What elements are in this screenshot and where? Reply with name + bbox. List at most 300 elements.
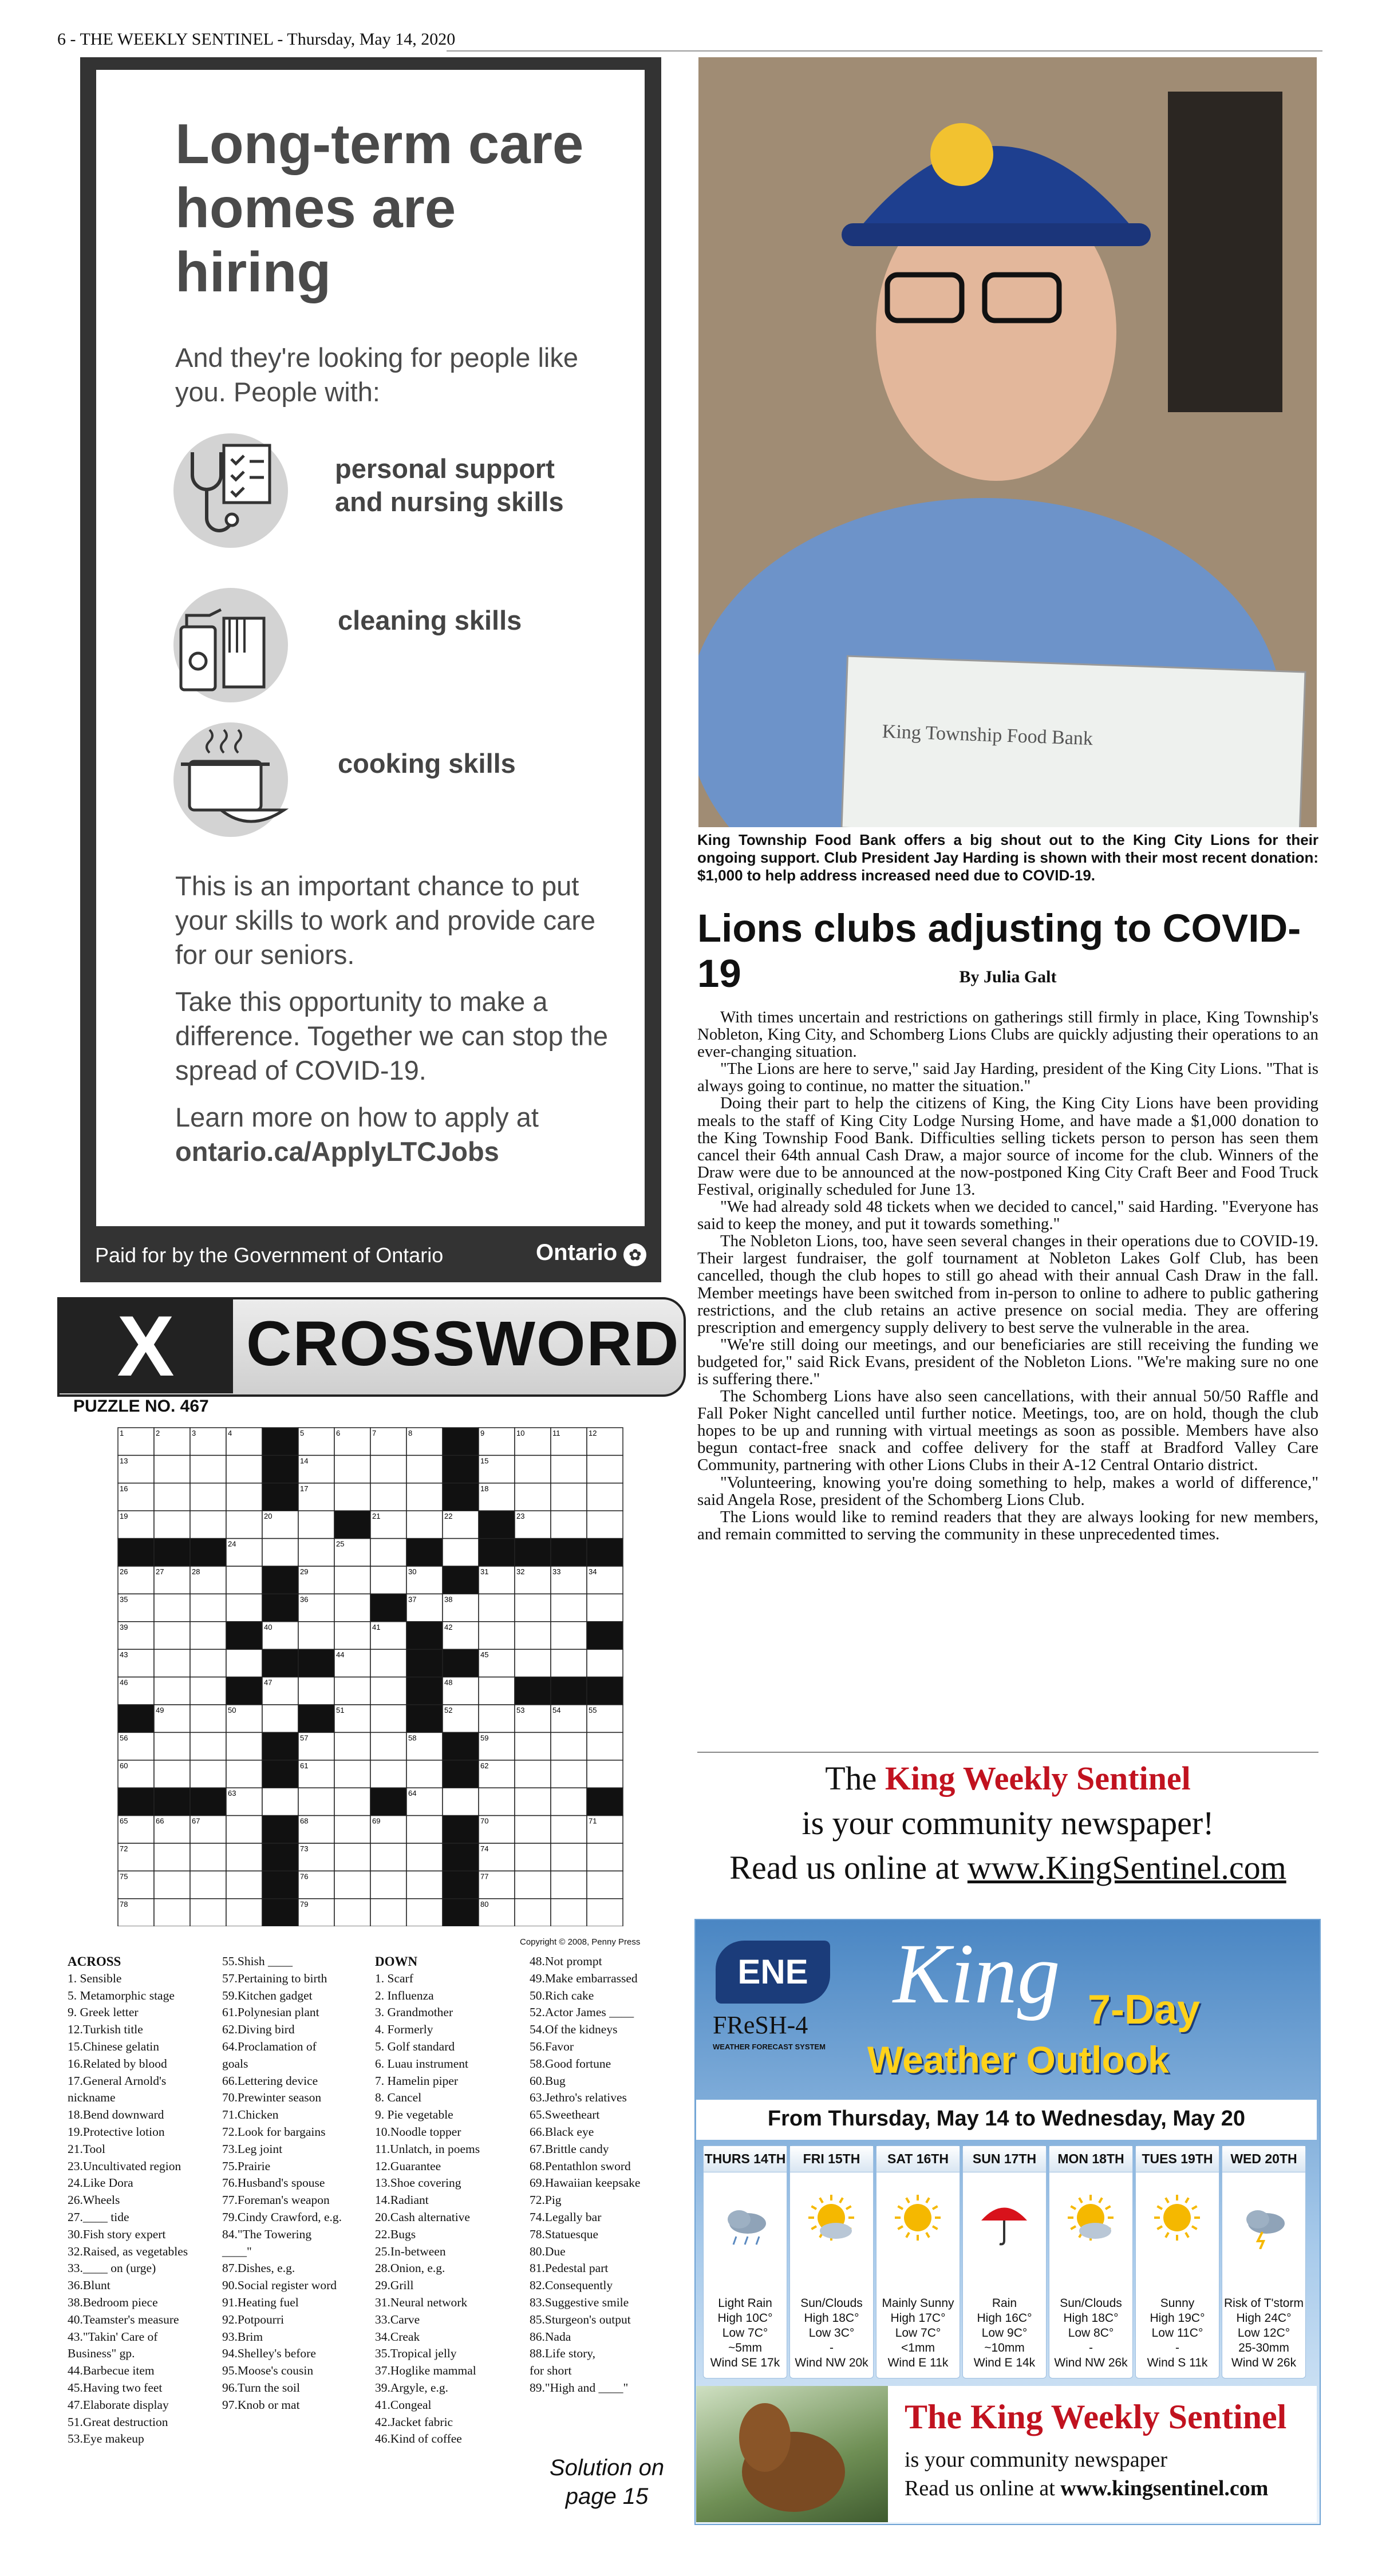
- clue-item: 37.Hoglike mammal: [375, 2364, 476, 2378]
- rain-cloud-icon: [716, 2192, 773, 2249]
- weather-low: Low 9C°: [981, 2326, 1028, 2340]
- grid-block: [406, 1539, 443, 1566]
- grid-number: 15: [480, 1456, 489, 1465]
- grid-cell[interactable]: [406, 1511, 443, 1538]
- grid-block: [262, 1566, 298, 1594]
- grid-number: 71: [589, 1816, 597, 1826]
- clue-item: 33.Carve: [375, 2312, 420, 2326]
- weather-precip: <1mm: [901, 2341, 935, 2354]
- grid-number: 35: [120, 1595, 128, 1604]
- weather-high: High 18C°: [804, 2312, 859, 2325]
- weather-day-label: THURS 14TH: [704, 2146, 787, 2172]
- grid-cell[interactable]: [587, 1871, 623, 1898]
- grid-number: 48: [444, 1678, 453, 1687]
- grid-block: [406, 1622, 443, 1649]
- grid-number: 7: [372, 1429, 377, 1437]
- grid-block: [262, 1428, 298, 1455]
- grid-cell[interactable]: [406, 1816, 443, 1843]
- weather-low: Low 3C°: [808, 2326, 855, 2340]
- clue-item: 51.Great destruction: [68, 2415, 168, 2429]
- grid-block: [262, 1816, 298, 1843]
- sun-cloud-icon: [803, 2192, 860, 2249]
- clue-item: 59.Kitchen gadget: [222, 1988, 313, 2002]
- weather-high: High 19C°: [1150, 2312, 1205, 2325]
- grid-cell[interactable]: [370, 1649, 406, 1677]
- grid-cell[interactable]: [334, 1732, 370, 1760]
- weather-day-card: [1135, 2146, 1219, 2379]
- clue-item: goals: [222, 2056, 248, 2071]
- clue-item: 16.Related by blood: [68, 2056, 167, 2071]
- grid-cell[interactable]: [370, 1483, 406, 1511]
- grid-cell[interactable]: [226, 1732, 262, 1760]
- weather-wind: Wind NW 20k: [795, 2356, 868, 2369]
- weather-high: High 18C°: [1063, 2312, 1119, 2325]
- weather-day-label: SUN 17TH: [963, 2146, 1046, 2172]
- grid-cell[interactable]: [551, 1788, 587, 1815]
- grid-cell[interactable]: [587, 1732, 623, 1760]
- grid-cell[interactable]: [551, 1511, 587, 1538]
- article-body: [697, 1009, 1318, 1543]
- weather-brand-sub: WEATHER FORECAST SYSTEM: [713, 2042, 826, 2051]
- grid-cell[interactable]: [515, 1899, 551, 1926]
- grid-cell[interactable]: [226, 1843, 262, 1871]
- grid-cell[interactable]: [515, 1816, 551, 1843]
- clue-item: 40.Teamster's measure: [68, 2312, 179, 2326]
- clue-item: 80.Due: [530, 2244, 566, 2258]
- grid-cell[interactable]: [334, 1622, 370, 1649]
- grid-number: 17: [300, 1484, 309, 1493]
- storm-cloud-icon: [1235, 2192, 1292, 2249]
- grid-cell[interactable]: [479, 1622, 515, 1649]
- grid-cell[interactable]: [370, 1732, 406, 1760]
- clue-item: 53.Eye makeup: [68, 2432, 144, 2446]
- grid-cell[interactable]: [406, 1843, 443, 1871]
- weather-precip: -: [830, 2341, 834, 2354]
- grid-cell[interactable]: [226, 1566, 262, 1594]
- grid-number: 79: [300, 1899, 309, 1909]
- weather-day-card: [703, 2146, 787, 2379]
- grid-cell[interactable]: [262, 1539, 298, 1566]
- grid-cell[interactable]: [226, 1760, 262, 1788]
- promo-name: King Weekly Sentinel: [885, 1760, 1191, 1797]
- grid-cell[interactable]: [370, 1899, 406, 1926]
- clue-item: 42.Jacket fabric: [375, 2415, 453, 2429]
- grid-number: 10: [516, 1429, 525, 1437]
- footer-line2: Read us online at www.kingsentinel.com: [905, 2476, 1269, 2500]
- clue-item: 88.Life story,: [530, 2346, 596, 2361]
- grid-cell[interactable]: [190, 1455, 226, 1483]
- grid-block: [298, 1705, 334, 1732]
- sun-icon: [1148, 2192, 1206, 2249]
- grid-cell[interactable]: [370, 1705, 406, 1732]
- weather-cond: Mainly Sunny: [882, 2297, 954, 2310]
- grid-number: 43: [120, 1650, 128, 1660]
- grid-cell[interactable]: [587, 1594, 623, 1621]
- weather-day-card: [789, 2146, 874, 2379]
- skill-nursing: personal support and nursing skills: [335, 453, 564, 517]
- clue-item: 10.Noodle topper: [375, 2124, 461, 2139]
- grid-cell[interactable]: [334, 1788, 370, 1815]
- clue-item: 60.Bug: [530, 2073, 566, 2088]
- grid-cell[interactable]: [334, 1816, 370, 1843]
- article-byline: By Julia Galt: [959, 967, 1057, 986]
- weather-title-outlook: Weather Outlook: [867, 2038, 1169, 2081]
- clue-item: 45.Having two feet: [68, 2380, 163, 2395]
- grid-cell[interactable]: [443, 1539, 479, 1566]
- grid-number: 32: [516, 1567, 525, 1576]
- article-paragraph: The Nobleton Lions, too, have seen several changes in their operations due to COVID-19. Their largest fundraiser, the golf tournament at Nobleton Lakes Golf Club, has been cancelled, though the club hopes to still go ahead with their annual Cash Draw in the fall. Member meetings have been switched from in-person to online to adhere to public gathering restrictions, and the club retains an active presence on social media. They are offering prescription and emergency supply delivery to best serve the vulnerable in the area.: [697, 1232, 1318, 1337]
- grid-cell[interactable]: [370, 1566, 406, 1594]
- grid-block: [443, 1760, 479, 1788]
- clue-item: 39.Argyle, e.g.: [375, 2380, 448, 2395]
- grid-cell[interactable]: [515, 1843, 551, 1871]
- clue-item: 9. Pie vegetable: [375, 2108, 453, 2122]
- ad-paragraph-2: Take this opportunity to make a difference. Together we can stop the spread of COVID-19.: [175, 986, 608, 1085]
- running-head: 6 - THE WEEKLY SENTINEL - Thursday, May 14, 2020: [57, 30, 456, 49]
- weather-day-card: [1222, 2146, 1306, 2379]
- grid-number: 18: [480, 1484, 489, 1493]
- grid-cell[interactable]: [587, 1511, 623, 1538]
- clue-item: 55.Shish ____: [222, 1954, 293, 1968]
- weather-precip: 25-30mm: [1238, 2341, 1289, 2354]
- grid-number: 53: [516, 1706, 525, 1714]
- grid-cell[interactable]: [190, 1732, 226, 1760]
- grid-cell[interactable]: [190, 1511, 226, 1538]
- grid-number: 78: [120, 1899, 128, 1909]
- grid-cell[interactable]: [154, 1455, 190, 1483]
- weather-precip: -: [1175, 2341, 1179, 2354]
- grid-number: 69: [372, 1816, 381, 1826]
- grid-cell[interactable]: [190, 1871, 226, 1898]
- grid-cell[interactable]: [334, 1760, 370, 1788]
- weather-low: Low 7C°: [722, 2326, 768, 2340]
- grid-cell[interactable]: [190, 1622, 226, 1649]
- grid-cell[interactable]: [443, 1788, 479, 1815]
- clue-item: 33.____ on (urge): [68, 2261, 156, 2275]
- grid-cell[interactable]: [334, 1483, 370, 1511]
- grid-cell[interactable]: [479, 1788, 515, 1815]
- grid-cell[interactable]: [334, 1455, 370, 1483]
- clue-item: 6. Luau instrument: [375, 2056, 469, 2071]
- grid-cell[interactable]: [479, 1677, 515, 1705]
- grid-cell[interactable]: [298, 1511, 334, 1538]
- grid-cell[interactable]: [515, 1760, 551, 1788]
- grid-cell[interactable]: [479, 1705, 515, 1732]
- grid-cell[interactable]: [154, 1760, 190, 1788]
- weather-day-label: WED 20TH: [1222, 2146, 1305, 2172]
- footer-line1: is your community newspaper: [905, 2448, 1168, 2472]
- clue-item: 90.Social register word: [222, 2278, 337, 2293]
- footer-url-link[interactable]: www.kingsentinel.com: [1060, 2476, 1269, 2500]
- grid-cell[interactable]: [190, 1594, 226, 1621]
- grid-block: [262, 1455, 298, 1483]
- grid-number: 28: [192, 1567, 200, 1576]
- grid-number: 14: [300, 1456, 309, 1465]
- grid-number: 25: [336, 1539, 345, 1548]
- grid-cell[interactable]: [334, 1677, 370, 1705]
- grid-cell[interactable]: [226, 1649, 262, 1677]
- grid-number: 4: [228, 1429, 232, 1437]
- grid-number: 22: [444, 1512, 453, 1521]
- grid-cell[interactable]: [587, 1843, 623, 1871]
- grid-cell[interactable]: [370, 1677, 406, 1705]
- grid-number: 45: [480, 1650, 489, 1660]
- grid-cell[interactable]: [226, 1899, 262, 1926]
- clue-item: 71.Chicken: [222, 2108, 279, 2122]
- grid-block: [118, 1788, 154, 1815]
- clue-item: 8. Cancel: [375, 2091, 422, 2105]
- grid-block: [190, 1788, 226, 1815]
- solution-note: Solution on page 15: [549, 2455, 665, 2509]
- weather-high: High 16C°: [977, 2312, 1032, 2325]
- clue-item: 64.Proclamation of: [222, 2039, 317, 2053]
- grid-number: 49: [156, 1706, 164, 1714]
- grid-cell[interactable]: [587, 1455, 623, 1483]
- clue-item: 17.General Arnold's: [68, 2073, 167, 2088]
- grid-number: 41: [372, 1622, 381, 1631]
- grid-number: 12: [589, 1429, 597, 1437]
- weather-cond: Rain: [992, 2297, 1017, 2310]
- grid-cell[interactable]: [334, 1871, 370, 1898]
- clue-item: 18.Bend downward: [68, 2108, 164, 2122]
- grid-block: [587, 1539, 623, 1566]
- sun-icon: [889, 2192, 946, 2249]
- clue-item: 83.Suggestive smile: [530, 2295, 629, 2309]
- grid-number: 36: [300, 1595, 309, 1604]
- clue-item: 29.Grill: [375, 2278, 414, 2293]
- grid-cell[interactable]: [226, 1483, 262, 1511]
- umbrella-icon: [976, 2192, 1033, 2249]
- grid-block: [298, 1649, 334, 1677]
- grid-number: 34: [589, 1567, 597, 1576]
- weather-day-card: [962, 2146, 1047, 2379]
- clue-item: 1. Scarf: [375, 1971, 413, 1985]
- grid-cell[interactable]: [154, 1649, 190, 1677]
- clue-item: 7. Hamelin piper: [375, 2073, 459, 2088]
- grid-block: [443, 1566, 479, 1594]
- grid-cell[interactable]: [298, 1677, 334, 1705]
- clue-item: 36.Blunt: [68, 2278, 110, 2293]
- clue-item: 32.Raised, as vegetables: [68, 2244, 188, 2258]
- article-paragraph: The Lions would like to remind readers that they are always looking for new members, and remain committed to serving the community in these unprecedented times.: [697, 1507, 1318, 1543]
- grid-block: [551, 1677, 587, 1705]
- grid-number: 46: [120, 1678, 128, 1687]
- grid-cell[interactable]: [154, 1843, 190, 1871]
- grid-cell[interactable]: [226, 1511, 262, 1538]
- grid-cell[interactable]: [551, 1732, 587, 1760]
- clue-item: 94.Shelley's before: [222, 2346, 316, 2361]
- grid-cell[interactable]: [479, 1594, 515, 1621]
- weather-precip: ~10mm: [984, 2341, 1025, 2354]
- grid-number: 47: [264, 1678, 273, 1687]
- grid-cell[interactable]: [262, 1705, 298, 1732]
- grid-cell[interactable]: [226, 1816, 262, 1843]
- grid-cell[interactable]: [551, 1649, 587, 1677]
- photo-caption: King Township Food Bank offers a big shout out to the King City Lions for their ongoing support. Club President Jay Harding is shown with their most recent donation: $1,000 to help address increased need due to COVID-19.: [697, 831, 1318, 884]
- clue-item: 69.Hawaiian keepsake: [530, 2176, 641, 2190]
- weather-cond: Risk of T'storm: [1224, 2297, 1304, 2310]
- grid-cell[interactable]: [190, 1483, 226, 1511]
- grid-cell[interactable]: [190, 1705, 226, 1732]
- grid-cell[interactable]: [551, 1622, 587, 1649]
- grid-cell[interactable]: [515, 1871, 551, 1898]
- weather-wind: Wind NW 26k: [1054, 2356, 1128, 2369]
- grid-cell[interactable]: [406, 1899, 443, 1926]
- fresh4-logo: ENE: [716, 1941, 830, 2004]
- grid-cell[interactable]: [226, 1594, 262, 1621]
- grid-cell[interactable]: [334, 1843, 370, 1871]
- grid-number: 67: [192, 1816, 200, 1826]
- grid-cell[interactable]: [587, 1483, 623, 1511]
- grid-cell[interactable]: [551, 1816, 587, 1843]
- grid-cell[interactable]: [551, 1871, 587, 1898]
- weather-day-label: MON 18TH: [1049, 2146, 1132, 2172]
- article-paragraph: Doing their part to help the citizens of King, the King City Lions have been providing meals to the staff of King City Lodge Nursing Home, and have made a $1,000 donation to the King Township Food Bank. Difficulties selling tickets person to person has seen them cancel their 64th annual Cash Draw, a major source of income for the club. Winners of the Draw were due to be announced at the now-postponed King City Craft Beer and Food Truck Festival, originally scheduled for June 13.: [697, 1094, 1318, 1199]
- grid-cell[interactable]: [226, 1871, 262, 1898]
- grid-cell[interactable]: [262, 1788, 298, 1815]
- grid-cell[interactable]: [515, 1594, 551, 1621]
- grid-cell[interactable]: [515, 1649, 551, 1677]
- clue-item: for short: [530, 2364, 572, 2378]
- grid-block: [515, 1539, 551, 1566]
- clue-item: 3. Grandmother: [375, 2005, 453, 2020]
- grid-number: 51: [336, 1706, 345, 1714]
- grid-number: 23: [516, 1512, 525, 1521]
- clue-item: 91.Heating fuel: [222, 2295, 299, 2309]
- clue-item: 57.Pertaining to birth: [222, 1971, 327, 1985]
- weather-title-7day: 7-Day: [1088, 1987, 1201, 2033]
- grid-cell[interactable]: [154, 1732, 190, 1760]
- grid-block: [443, 1843, 479, 1871]
- grid-cell[interactable]: [515, 1788, 551, 1815]
- grid-number: 52: [444, 1706, 453, 1714]
- grid-number: 26: [120, 1567, 128, 1576]
- clue-item: Business" gp.: [68, 2346, 135, 2361]
- clue-item: 72.Pig: [530, 2193, 562, 2207]
- promo-url-link[interactable]: www.KingSentinel.com: [967, 1849, 1286, 1886]
- ontario-logo: Ontario ✿: [536, 1240, 646, 1266]
- horse-photo: [696, 2386, 888, 2522]
- grid-cell[interactable]: [515, 1732, 551, 1760]
- grid-cell[interactable]: [370, 1871, 406, 1898]
- clue-item: 50.Rich cake: [530, 1988, 594, 2002]
- grid-cell[interactable]: [406, 1455, 443, 1483]
- weather-low: Low 7C°: [895, 2326, 941, 2340]
- grid-cell[interactable]: [154, 1511, 190, 1538]
- clue-item: 72.Look for bargains: [222, 2124, 326, 2139]
- grid-block: [443, 1428, 479, 1455]
- grid-number: 39: [120, 1622, 128, 1631]
- grid-cell[interactable]: [406, 1760, 443, 1788]
- clue-item: 49.Make embarrassed: [530, 1971, 638, 1985]
- grid-cell[interactable]: [551, 1594, 587, 1621]
- grid-cell[interactable]: [406, 1871, 443, 1898]
- grid-cell[interactable]: [154, 1622, 190, 1649]
- grid-cell[interactable]: [515, 1455, 551, 1483]
- grid-cell[interactable]: [370, 1760, 406, 1788]
- weather-script-king: King: [893, 1926, 1060, 2021]
- ad-url-link[interactable]: ontario.ca/ApplyLTCJobs: [175, 1136, 499, 1167]
- grid-cell[interactable]: [190, 1843, 226, 1871]
- grid-block: [443, 1871, 479, 1898]
- grid-number: 19: [120, 1512, 128, 1521]
- clue-item: 70.Prewinter season: [222, 2091, 322, 2105]
- section-rule: [697, 1752, 1318, 1753]
- grid-cell[interactable]: [190, 1760, 226, 1788]
- grid-cell[interactable]: [587, 1760, 623, 1788]
- grid-number: 60: [120, 1761, 128, 1770]
- clue-item: 56.Favor: [530, 2039, 574, 2053]
- grid-cell[interactable]: [551, 1760, 587, 1788]
- grid-cell[interactable]: [298, 1539, 334, 1566]
- grid-cell[interactable]: [226, 1455, 262, 1483]
- grid-cell[interactable]: [370, 1455, 406, 1483]
- grid-block: [515, 1677, 551, 1705]
- grid-number: 11: [552, 1429, 560, 1437]
- grid-number: 24: [228, 1539, 236, 1548]
- clue-item: 76.Husband's spouse: [222, 2176, 325, 2190]
- grid-number: 30: [408, 1567, 417, 1576]
- grid-cell[interactable]: [551, 1843, 587, 1871]
- grid-cell[interactable]: [515, 1622, 551, 1649]
- grid-cell[interactable]: [190, 1677, 226, 1705]
- grid-cell[interactable]: [334, 1899, 370, 1926]
- grid-cell[interactable]: [190, 1649, 226, 1677]
- grid-block: [262, 1483, 298, 1511]
- weather-low: Low 12C°: [1237, 2326, 1290, 2340]
- grid-number: 59: [480, 1733, 489, 1743]
- grid-cell[interactable]: [551, 1483, 587, 1511]
- clue-item: nickname: [68, 2091, 116, 2105]
- grid-cell[interactable]: [370, 1539, 406, 1566]
- grid-number: 73: [300, 1844, 309, 1853]
- grid-number: 33: [552, 1567, 561, 1576]
- grid-cell[interactable]: [154, 1594, 190, 1621]
- grid-number: 77: [480, 1872, 489, 1881]
- grid-cell[interactable]: [154, 1483, 190, 1511]
- crossword-x-logo: X: [58, 1298, 233, 1393]
- grid-cell[interactable]: [587, 1899, 623, 1926]
- grid-cell[interactable]: [587, 1649, 623, 1677]
- sun-cloud-icon: [1062, 2192, 1119, 2249]
- grid-cell[interactable]: [154, 1899, 190, 1926]
- grid-number: 74: [480, 1844, 489, 1853]
- grid-cell[interactable]: [515, 1483, 551, 1511]
- clue-item: 26.Wheels: [68, 2193, 120, 2207]
- grid-cell[interactable]: [551, 1455, 587, 1483]
- ad-intro: And they're looking for people like you. People with:: [175, 342, 578, 407]
- grid-block: [190, 1539, 226, 1566]
- grid-cell[interactable]: [298, 1622, 334, 1649]
- grid-block: [262, 1594, 298, 1621]
- grid-cell[interactable]: [154, 1677, 190, 1705]
- weather-days: [703, 2146, 1310, 2380]
- clue-item: 23.Uncultivated region: [68, 2159, 181, 2173]
- grid-cell[interactable]: [334, 1566, 370, 1594]
- crossword-grid[interactable]: [117, 1427, 623, 1929]
- across-heading: ACROSS: [68, 1954, 121, 1969]
- grid-cell[interactable]: [298, 1788, 334, 1815]
- grid-cell[interactable]: [406, 1483, 443, 1511]
- grid-number: 65: [120, 1816, 128, 1826]
- grid-cell[interactable]: [190, 1899, 226, 1926]
- grid-cell[interactable]: [154, 1871, 190, 1898]
- clue-item: 73.Leg joint: [222, 2142, 283, 2156]
- grid-number: 2: [156, 1429, 160, 1437]
- grid-cell[interactable]: [370, 1843, 406, 1871]
- grid-cell[interactable]: [334, 1594, 370, 1621]
- grid-cell[interactable]: [551, 1899, 587, 1926]
